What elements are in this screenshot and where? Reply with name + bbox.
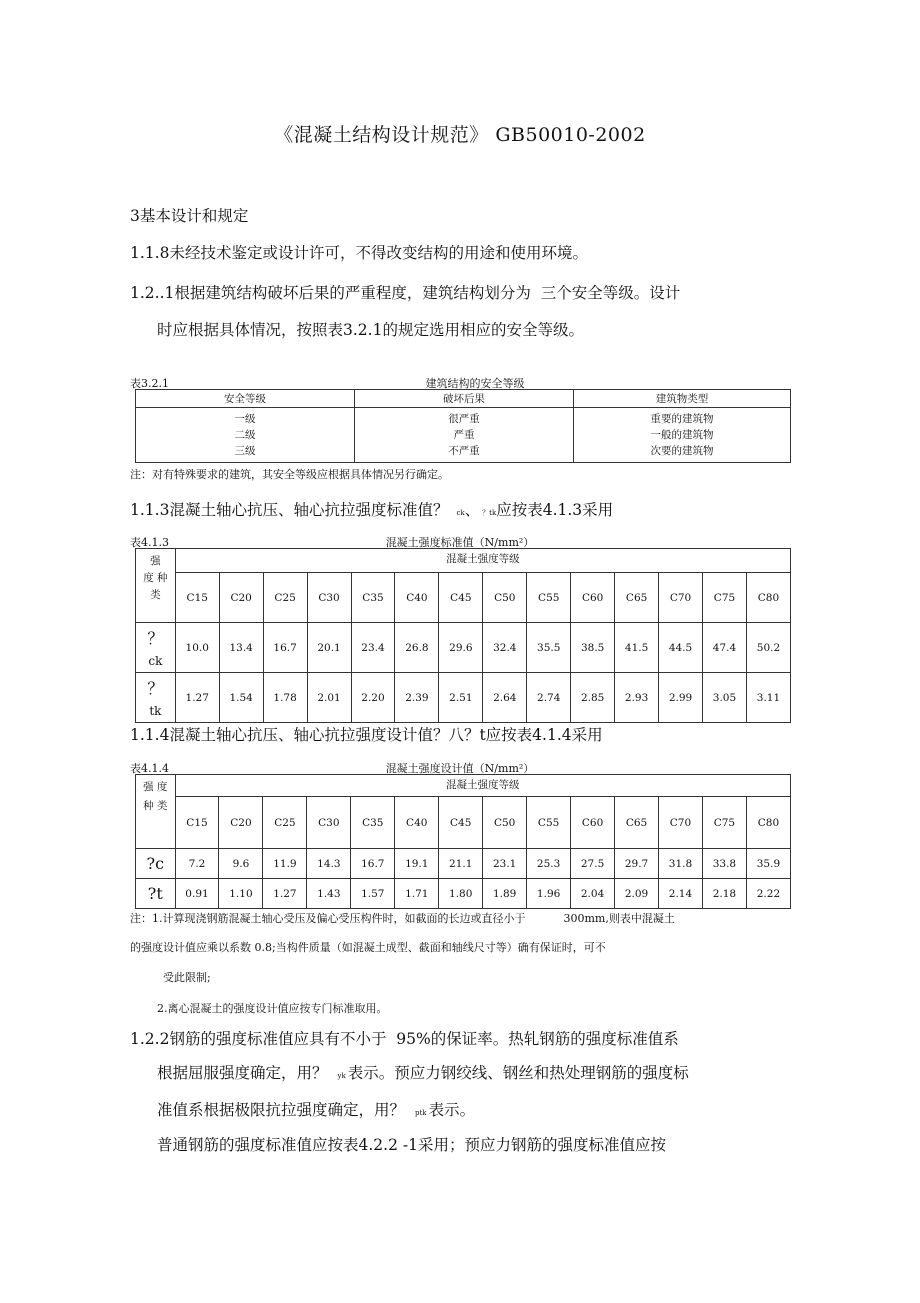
table-cell: 2.51 — [439, 673, 483, 723]
grade-header: C45 — [439, 573, 483, 623]
grade-header: C15 — [175, 797, 219, 849]
table-cell: 32.4 — [483, 623, 527, 673]
table-cell: 50.2 — [746, 623, 790, 673]
table-cell: 25.3 — [527, 849, 571, 879]
table-cell: 29.6 — [439, 623, 483, 673]
table-cell: 1.78 — [263, 673, 307, 723]
grade-header: C65 — [615, 573, 659, 623]
table-cell: 1.27 — [263, 879, 307, 909]
table-4-1-3-label: 表4.1.3 — [130, 536, 169, 549]
table-cell: 19.1 — [395, 849, 439, 879]
table-cell: 1.43 — [307, 879, 351, 909]
grade-header: C65 — [615, 797, 659, 849]
table-cell: 16.7 — [351, 849, 395, 879]
grade-header: C40 — [395, 573, 439, 623]
table-cell: 3.11 — [746, 673, 790, 723]
table-3-2-1-note: 注：对有特殊要求的建筑，其安全等级应根据具体情况另行确定。 — [130, 468, 449, 481]
grade-header: C25 — [263, 573, 307, 623]
table-cell: 1.96 — [527, 879, 571, 909]
table-cell: 29.7 — [615, 849, 659, 879]
table-cell: 1.27 — [175, 673, 219, 723]
grade-header: C45 — [439, 797, 483, 849]
table-header: 安全等级 — [136, 390, 355, 408]
grade-header: C80 — [746, 573, 790, 623]
row-symbol: ？ ck — [136, 623, 176, 673]
table-cell: 1.71 — [395, 879, 439, 909]
grade-header: C20 — [219, 797, 263, 849]
table-cell: 2.04 — [571, 879, 615, 909]
table-4-1-3 — [135, 548, 791, 723]
grade-header: C70 — [659, 573, 703, 623]
row-symbol: ?t — [136, 879, 176, 909]
table-cell: 16.7 — [263, 623, 307, 673]
clause-1-2-1-line2: 时应根据具体情况，按照表3.2.1的规定选用相应的安全等级。 — [157, 321, 584, 339]
table-cell: 27.5 — [571, 849, 615, 879]
table-cell: 47.4 — [703, 623, 747, 673]
grade-header: C75 — [703, 573, 747, 623]
document-title: 《混凝土结构设计规范》 GB50010-2002 — [274, 124, 646, 146]
table-cell: 38.5 — [571, 623, 615, 673]
grade-header: C70 — [659, 797, 703, 849]
grade-header: C15 — [175, 573, 219, 623]
table-cell: 23.1 — [483, 849, 527, 879]
table-header: 建筑物类型 — [574, 390, 791, 408]
table-cell: 41.5 — [615, 623, 659, 673]
table-cell: 1.54 — [219, 673, 263, 723]
table-cell: 2.01 — [307, 673, 351, 723]
table-cell: 2.99 — [659, 673, 703, 723]
clause-1-1-8: 1.1.8未经技术鉴定或设计许可，不得改变结构的用途和使用环境。 — [130, 244, 588, 262]
clause-1-2-2-line2: 根据屈服强度确定，用？ yk 表示。预应力钢绞线、钢丝和热处理钢筋的强度标 — [157, 1064, 689, 1082]
table-cell: 31.8 — [659, 849, 703, 879]
table-cell: 35.5 — [527, 623, 571, 673]
table-4-1-4-note1-cont: 的强度设计值应乘以系数 0.8;当构件质量（如混凝土成型、截面和轴线尺寸等）确有保证时，可不 — [130, 941, 606, 954]
table-cell: 2.39 — [395, 673, 439, 723]
grade-header: C60 — [571, 573, 615, 623]
grade-header: C75 — [702, 797, 746, 849]
table-cell: 33.8 — [702, 849, 746, 879]
grade-header: C40 — [395, 797, 439, 849]
clause-1-2-2-line4: 普通钢筋的强度标准值应按表4.2.2 -1采用；预应力钢筋的强度标准值应按 — [157, 1136, 666, 1154]
table-corner-cell: 强 度 种 类 — [136, 549, 176, 623]
grade-header: C80 — [746, 797, 790, 849]
table-group-header: 混凝土强度等级 — [175, 549, 790, 573]
grade-header: C50 — [483, 797, 527, 849]
grade-header: C35 — [351, 797, 395, 849]
table-4-1-4-note2: 2.离心混凝土的强度设计值应按专门标准取用。 — [157, 1002, 388, 1015]
grade-header: C55 — [527, 797, 571, 849]
grade-header: C25 — [263, 797, 307, 849]
table-cell: 重要的建筑物 一般的建筑物 次要的建筑物 — [574, 408, 791, 463]
table-cell: 44.5 — [659, 623, 703, 673]
grade-header: C35 — [351, 573, 395, 623]
clause-1-1-4: 1.1.4混凝土轴心抗压、轴心抗拉强度设计值？八？t应按表4.1.4采用 — [130, 726, 603, 744]
table-cell: 1.89 — [483, 879, 527, 909]
table-corner-cell: 强 度 种 类 — [136, 775, 176, 849]
row-symbol: ？ tk — [136, 673, 176, 723]
table-cell: 2.85 — [571, 673, 615, 723]
table-cell: 2.22 — [746, 879, 790, 909]
table-cell: 26.8 — [395, 623, 439, 673]
row-symbol: ?c — [136, 849, 176, 879]
table-cell: 一级 二级 三级 — [136, 408, 355, 463]
grade-header: C30 — [307, 573, 351, 623]
table-cell: 2.64 — [483, 673, 527, 723]
table-cell: 2.74 — [527, 673, 571, 723]
table-cell: 21.1 — [439, 849, 483, 879]
table-4-1-3-caption: 混凝土强度标准值（N/mm²） — [385, 536, 535, 549]
table-cell: 2.18 — [702, 879, 746, 909]
table-cell: 2.20 — [351, 673, 395, 723]
table-cell: 13.4 — [219, 623, 263, 673]
table-cell: 2.93 — [615, 673, 659, 723]
table-4-1-4-label: 表4.1.4 — [130, 762, 169, 775]
table-cell: 1.57 — [351, 879, 395, 909]
table-3-2-1 — [135, 389, 791, 463]
table-cell: 23.4 — [351, 623, 395, 673]
table-cell: 3.05 — [703, 673, 747, 723]
clause-1-2-2-line1: 1.2.2钢筋的强度标准值应具有不小于 95%的保证率。热轧钢筋的强度标准值系 — [130, 1030, 679, 1048]
table-4-1-4 — [135, 774, 791, 909]
table-cell: 11.9 — [263, 849, 307, 879]
table-cell: 35.9 — [746, 849, 790, 879]
clause-1-2-1-line1: 1.2..1根据建筑结构破坏后果的严重程度，建筑结构划分为 三个安全等级。设计 — [130, 284, 681, 302]
table-cell: 1.80 — [439, 879, 483, 909]
table-4-1-4-note1-end: 受此限制; — [163, 971, 211, 984]
table-cell: 2.09 — [615, 879, 659, 909]
table-group-header: 混凝土强度等级 — [175, 775, 790, 797]
table-4-1-4-note1: 注：1.计算现浇钢筋混凝土轴心受压及偏心受压构件时，如截面的长边或直径小于 300mm,则表中混凝土 — [130, 912, 675, 925]
table-cell: 14.3 — [307, 849, 351, 879]
grade-header: C60 — [571, 797, 615, 849]
grade-header: C30 — [307, 797, 351, 849]
table-cell: 20.1 — [307, 623, 351, 673]
table-cell: 9.6 — [219, 849, 263, 879]
table-cell: 10.0 — [175, 623, 219, 673]
table-cell: 0.91 — [175, 879, 219, 909]
grade-header: C50 — [483, 573, 527, 623]
clause-1-1-3: 1.1.3混凝土轴心抗压、轴心抗拉强度标准值？ ck、 ？tk应按表4.1.3采用 — [130, 501, 614, 519]
section-heading: 3基本设计和规定 — [130, 207, 249, 225]
table-cell: 7.2 — [175, 849, 219, 879]
grade-header: C20 — [219, 573, 263, 623]
clause-1-2-2-line3: 准值系根据极限抗拉强度确定，用？ ptk 表示。 — [157, 1101, 476, 1119]
table-cell: 1.10 — [219, 879, 263, 909]
table-3-2-1-caption: 建筑结构的安全等级 — [425, 377, 525, 390]
table-4-1-4-caption: 混凝土强度设计值（N/mm²） — [385, 762, 535, 775]
table-cell: 2.14 — [659, 879, 703, 909]
table-3-2-1-label: 表3.2.1 — [130, 377, 169, 390]
table-header: 破坏后果 — [355, 390, 574, 408]
grade-header: C55 — [527, 573, 571, 623]
table-cell: 很严重 严重 不严重 — [355, 408, 574, 463]
